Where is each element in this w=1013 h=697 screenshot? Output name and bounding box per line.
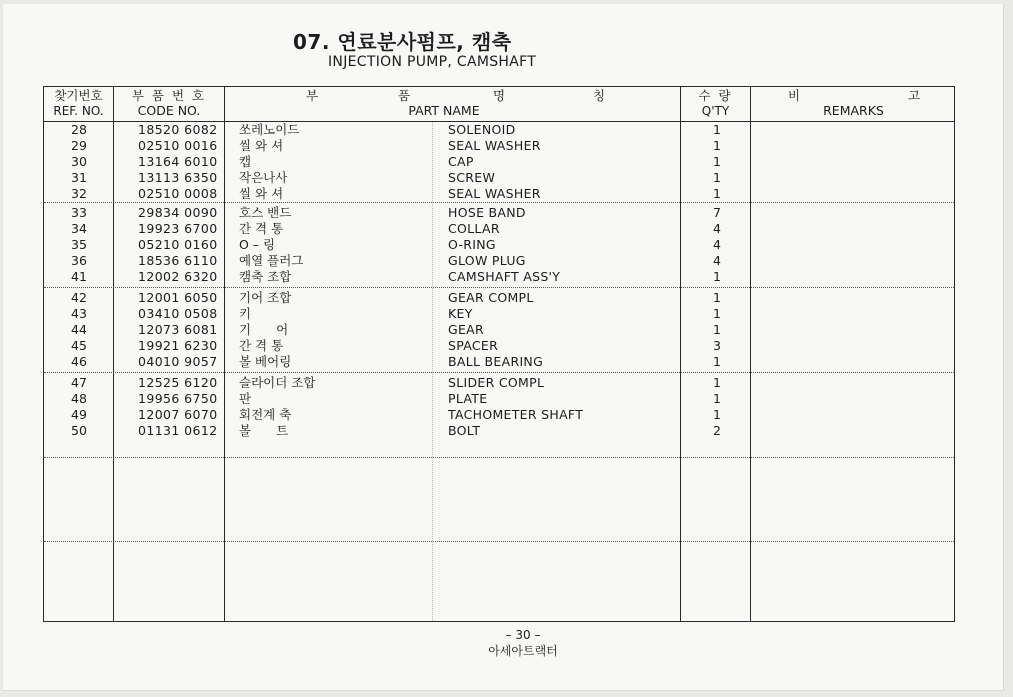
quantity: 7 [713,205,721,220]
parts-table [43,86,955,622]
header-name-english: PART NAME [408,103,480,118]
header-code-korean: 부 품 번 호 [131,88,207,103]
quantity: 1 [713,170,721,185]
code-number: 29834 0090 [138,205,218,220]
quantity: 1 [713,322,721,337]
part-name-english: BALL BEARING [448,354,544,369]
ref-number: 34 [71,221,87,236]
part-name-korean: 호스 밴드 [239,205,292,220]
part-name-english: SEAL WASHER [448,186,541,201]
ref-number: 49 [71,407,87,422]
code-number: 19956 6750 [138,391,218,406]
ref-number: 41 [71,269,87,284]
part-name-korean: 기어 조합 [239,290,292,305]
part-name-korean: 캠축 조합 [239,269,292,284]
code-number: 12002 6320 [138,269,218,284]
page-title-korean: 07. 연료분사펌프, 캠축 [293,30,512,54]
code-number: 12525 6120 [138,375,218,390]
part-name-korean: 씰 와 셔 [239,186,284,201]
header-qty-korean: 수 량 [698,88,733,103]
table-row [44,322,956,338]
document-page [3,4,1004,691]
part-name-english: HOSE BAND [448,205,526,220]
code-number: 02510 0016 [138,138,218,153]
part-name-korean: 쏘레노이드 [239,122,300,137]
header-name-korean-1: 부 [305,88,319,103]
part-name-korean: 볼 트 [239,423,289,438]
quantity: 4 [713,221,721,236]
code-number: 05210 0160 [138,237,218,252]
quantity: 4 [713,237,721,252]
table-row [44,138,956,154]
part-name-english: CAP [448,154,474,169]
table-row [44,122,956,138]
quantity: 4 [713,253,721,268]
table-row [44,423,956,439]
header-remarks-korean-1: 비 [787,88,801,103]
code-number: 03410 0508 [138,306,218,321]
ref-number: 44 [71,322,87,337]
part-name-korean: 작은나사 [239,170,288,185]
header-qty-english: Q'TY [701,104,730,118]
table-row [44,391,956,407]
quantity: 2 [713,423,721,438]
header-name-korean-2: 품 [397,88,411,103]
group-divider [44,202,954,203]
table-row [44,306,956,322]
code-number: 19921 6230 [138,338,218,353]
code-number: 19923 6700 [138,221,218,236]
quantity: 1 [713,269,721,284]
quantity: 1 [713,306,721,321]
part-name-english: GLOW PLUG [448,253,526,268]
part-name-english: SLIDER COMPL [448,375,545,390]
part-name-english: GEAR COMPL [448,290,534,305]
table-row [44,290,956,306]
part-name-english: SCREW [448,170,496,185]
table-row [44,154,956,170]
quantity: 1 [713,154,721,169]
ref-number: 31 [71,170,87,185]
part-name-english: GEAR [448,322,485,337]
code-number: 12073 6081 [138,322,218,337]
part-name-korean: 슬라이더 조합 [239,375,316,390]
ref-number: 45 [71,338,87,353]
part-name-english: SOLENOID [448,122,516,137]
header-ref-korean: 찾기번호 [54,88,103,103]
part-name-korean: 회전계 축 [239,407,292,422]
table-row [44,186,956,202]
part-name-english: SEAL WASHER [448,138,541,153]
ref-number: 46 [71,354,87,369]
header-name-korean-4: 칭 [592,88,606,103]
quantity: 1 [713,186,721,201]
code-number: 18536 6110 [138,253,218,268]
code-number: 04010 9057 [138,354,218,369]
part-name-english: COLLAR [448,221,500,236]
table-row [44,354,956,370]
quantity: 1 [713,407,721,422]
part-name-english: PLATE [448,391,488,406]
part-name-korean: 간 격 통 [239,221,284,236]
part-name-korean: 씰 와 셔 [239,138,284,153]
ref-number: 48 [71,391,87,406]
ref-number: 47 [71,375,87,390]
table-row [44,253,956,269]
part-name-korean: 볼 베어링 [239,354,292,369]
part-name-korean: 기 어 [239,322,289,337]
header-code-english: CODE NO. [137,103,201,118]
part-name-english: BOLT [448,423,481,438]
ref-number: 33 [71,205,87,220]
page-number: – 30 – [505,628,541,642]
code-number: 02510 0008 [138,186,218,201]
header-name-korean-3: 명 [492,88,506,103]
header-remarks-korean-2: 고 [907,88,921,103]
ref-number: 42 [71,290,87,305]
quantity: 1 [713,290,721,305]
quantity: 1 [713,138,721,153]
table-row [44,221,956,237]
code-number: 12007 6070 [138,407,218,422]
code-number: 18520 6082 [138,122,218,137]
part-name-english: KEY [448,306,473,321]
ref-number: 30 [71,154,87,169]
table-row [44,338,956,354]
ref-number: 43 [71,306,87,321]
group-divider [44,372,954,373]
table-row [44,407,956,423]
table-row [44,375,956,391]
ref-number: 50 [71,423,87,438]
quantity: 1 [713,122,721,137]
part-name-korean: 키 [239,306,252,321]
part-name-english: TACHOMETER SHAFT [448,407,584,422]
group-divider [44,457,954,458]
ref-number: 28 [71,122,87,137]
table-row [44,269,956,285]
part-name-korean: 예열 플러그 [239,253,304,268]
publisher-name: 아세아트랙터 [488,644,558,658]
quantity: 3 [713,338,721,353]
part-name-english: O-RING [448,237,496,252]
part-name-english: CAMSHAFT ASS'Y [448,269,561,284]
header-remarks-english: REMARKS [823,103,884,118]
quantity: 1 [713,391,721,406]
group-divider [44,287,954,288]
header-ref-english: REF. NO. [53,104,104,118]
code-number: 12001 6050 [138,290,218,305]
code-number: 13164 6010 [138,154,218,169]
quantity: 1 [713,375,721,390]
code-number: 01131 0612 [138,423,218,438]
ref-number: 35 [71,237,87,252]
part-name-korean: 판 [239,391,252,406]
part-name-english: SPACER [448,338,499,353]
group-divider [44,541,954,542]
table-row [44,205,956,221]
ref-number: 36 [71,253,87,268]
table-row [44,237,956,253]
part-name-korean: 캡 [239,154,252,169]
table-row [44,170,956,186]
code-number: 13113 6350 [138,170,218,185]
ref-number: 29 [71,138,87,153]
quantity: 1 [713,354,721,369]
part-name-korean: O – 링 [239,237,276,252]
part-name-korean: 간 격 통 [239,338,284,353]
page-title-english: INJECTION PUMP, CAMSHAFT [328,54,537,70]
ref-number: 32 [71,186,87,201]
